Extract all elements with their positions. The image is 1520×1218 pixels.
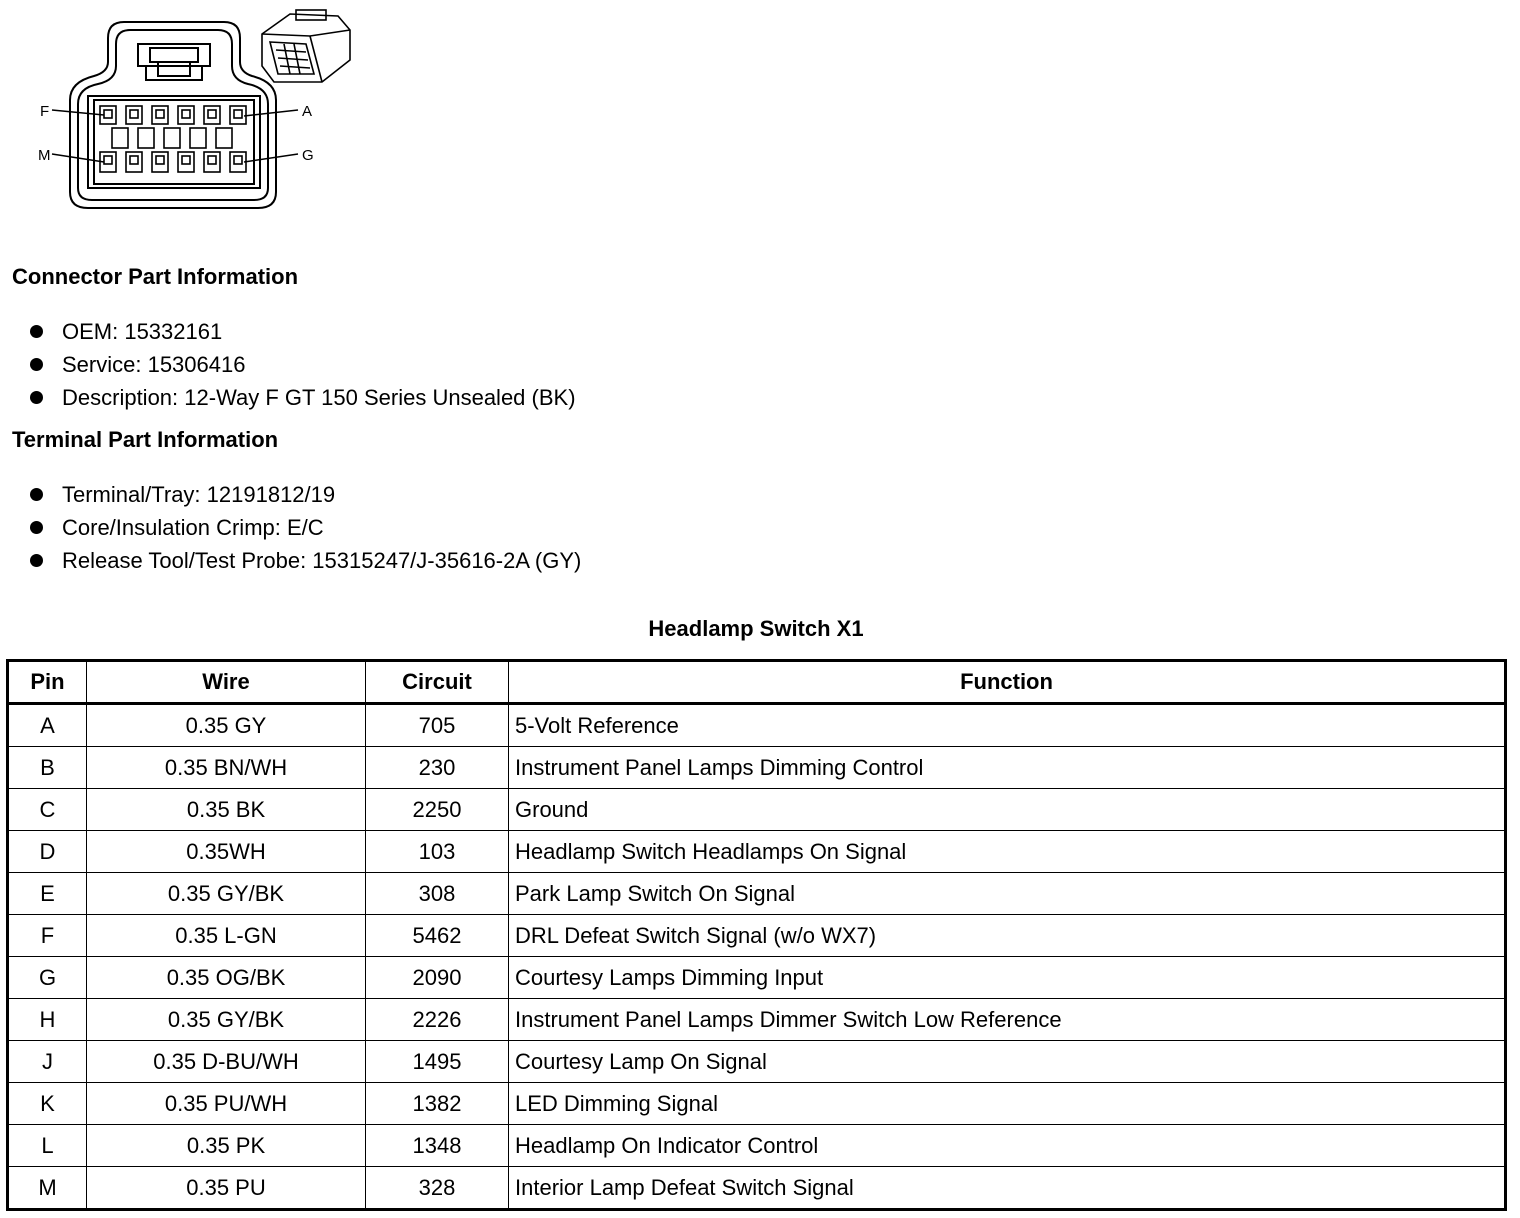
circuit-cell: 1495 bbox=[366, 1041, 509, 1083]
pin-table-title: Headlamp Switch X1 bbox=[648, 616, 864, 641]
wire-cell: 0.35 PU/WH bbox=[87, 1083, 366, 1125]
function-cell: Headlamp Switch Headlamps On Signal bbox=[509, 831, 1506, 873]
pin-cell: K bbox=[8, 1083, 87, 1125]
pin-cell: H bbox=[8, 999, 87, 1041]
wire-cell: 0.35WH bbox=[87, 831, 366, 873]
table-row bbox=[8, 873, 1506, 915]
pin-cell: C bbox=[8, 789, 87, 831]
header-circuit: Circuit bbox=[366, 661, 509, 704]
circuit-cell: 230 bbox=[366, 747, 509, 789]
wire-cell: 0.35 GY/BK bbox=[87, 873, 366, 915]
circuit-cell: 2226 bbox=[366, 999, 509, 1041]
list-item: Release Tool/Test Probe: 15315247/J-35616-2A (GY) bbox=[30, 544, 581, 577]
pin-cell: F bbox=[8, 915, 87, 957]
circuit-cell: 103 bbox=[366, 831, 509, 873]
wire-cell: 0.35 PU bbox=[87, 1167, 366, 1210]
table-row bbox=[8, 999, 1506, 1041]
function-cell: Headlamp On Indicator Control bbox=[509, 1125, 1506, 1167]
pin-cell: G bbox=[8, 957, 87, 999]
table-row bbox=[8, 704, 1506, 747]
circuit-cell: 705 bbox=[366, 704, 509, 747]
function-cell: DRL Defeat Switch Signal (w/o WX7) bbox=[509, 915, 1506, 957]
table-header-row bbox=[8, 661, 1506, 704]
wire-cell: 0.35 GY bbox=[87, 704, 366, 747]
terminal-info-list bbox=[30, 478, 581, 577]
wire-cell: 0.35 GY/BK bbox=[87, 999, 366, 1041]
table-row bbox=[8, 789, 1506, 831]
list-item: Service: 15306416 bbox=[30, 348, 576, 381]
pin-cell: A bbox=[8, 704, 87, 747]
wire-cell: 0.35 L-GN bbox=[87, 915, 366, 957]
table-row bbox=[8, 915, 1506, 957]
circuit-cell: 2250 bbox=[366, 789, 509, 831]
pin-label-f: F bbox=[40, 103, 50, 120]
circuit-cell: 308 bbox=[366, 873, 509, 915]
function-cell: Instrument Panel Lamps Dimmer Switch Low Reference bbox=[509, 999, 1506, 1041]
circuit-cell: 1382 bbox=[366, 1083, 509, 1125]
wire-cell: 0.35 D-BU/WH bbox=[87, 1041, 366, 1083]
table-row bbox=[8, 747, 1506, 789]
function-cell: Courtesy Lamps Dimming Input bbox=[509, 957, 1506, 999]
list-item: OEM: 15332161 bbox=[30, 315, 576, 348]
pin-label-m: M bbox=[38, 147, 51, 164]
function-cell: Interior Lamp Defeat Switch Signal bbox=[509, 1167, 1506, 1210]
pin-label-a: A bbox=[302, 103, 313, 120]
function-cell: Courtesy Lamp On Signal bbox=[509, 1041, 1506, 1083]
circuit-cell: 5462 bbox=[366, 915, 509, 957]
wire-cell: 0.35 PK bbox=[87, 1125, 366, 1167]
function-cell: 5-Volt Reference bbox=[509, 704, 1506, 747]
list-item: Core/Insulation Crimp: E/C bbox=[30, 511, 581, 544]
function-cell: Park Lamp Switch On Signal bbox=[509, 873, 1506, 915]
circuit-cell: 2090 bbox=[366, 957, 509, 999]
function-cell: LED Dimming Signal bbox=[509, 1083, 1506, 1125]
pin-cell: J bbox=[8, 1041, 87, 1083]
circuit-cell: 1348 bbox=[366, 1125, 509, 1167]
list-item: Terminal/Tray: 12191812/19 bbox=[30, 478, 581, 511]
pin-cell: E bbox=[8, 873, 87, 915]
bullet-icon bbox=[30, 521, 43, 534]
wire-cell: 0.35 BN/WH bbox=[87, 747, 366, 789]
bullet-icon bbox=[30, 488, 43, 501]
pin-cell: M bbox=[8, 1167, 87, 1210]
table-row bbox=[8, 1167, 1506, 1210]
circuit-cell: 328 bbox=[366, 1167, 509, 1210]
header-pin: Pin bbox=[8, 661, 87, 704]
function-cell: Ground bbox=[509, 789, 1506, 831]
table-row bbox=[8, 831, 1506, 873]
header-function: Function bbox=[509, 661, 1506, 704]
connector-thumbnail-icon bbox=[262, 10, 350, 82]
bullet-icon bbox=[30, 358, 43, 371]
table-row bbox=[8, 957, 1506, 999]
terminal-cavities bbox=[100, 106, 246, 172]
table-row bbox=[8, 1125, 1506, 1167]
bullet-icon bbox=[30, 325, 43, 338]
pin-table-body bbox=[8, 704, 1506, 1210]
pin-cell: D bbox=[8, 831, 87, 873]
wire-cell: 0.35 OG/BK bbox=[87, 957, 366, 999]
pin-label-g: G bbox=[302, 147, 314, 164]
terminal-info-heading: Terminal Part Information bbox=[12, 427, 279, 452]
connector-info-heading: Connector Part Information bbox=[12, 264, 299, 289]
bullet-icon bbox=[30, 554, 43, 567]
table-row bbox=[8, 1041, 1506, 1083]
function-cell: Instrument Panel Lamps Dimming Control bbox=[509, 747, 1506, 789]
pin-table bbox=[6, 659, 1507, 1211]
table-row bbox=[8, 1083, 1506, 1125]
pin-cell: L bbox=[8, 1125, 87, 1167]
pin-cell: B bbox=[8, 747, 87, 789]
connector-info-list bbox=[30, 315, 576, 414]
list-item: Description: 12-Way F GT 150 Series Unsealed (BK) bbox=[30, 381, 576, 414]
header-wire: Wire bbox=[87, 661, 366, 704]
connector-face-diagram bbox=[0, 0, 360, 220]
wire-cell: 0.35 BK bbox=[87, 789, 366, 831]
bullet-icon bbox=[30, 391, 43, 404]
